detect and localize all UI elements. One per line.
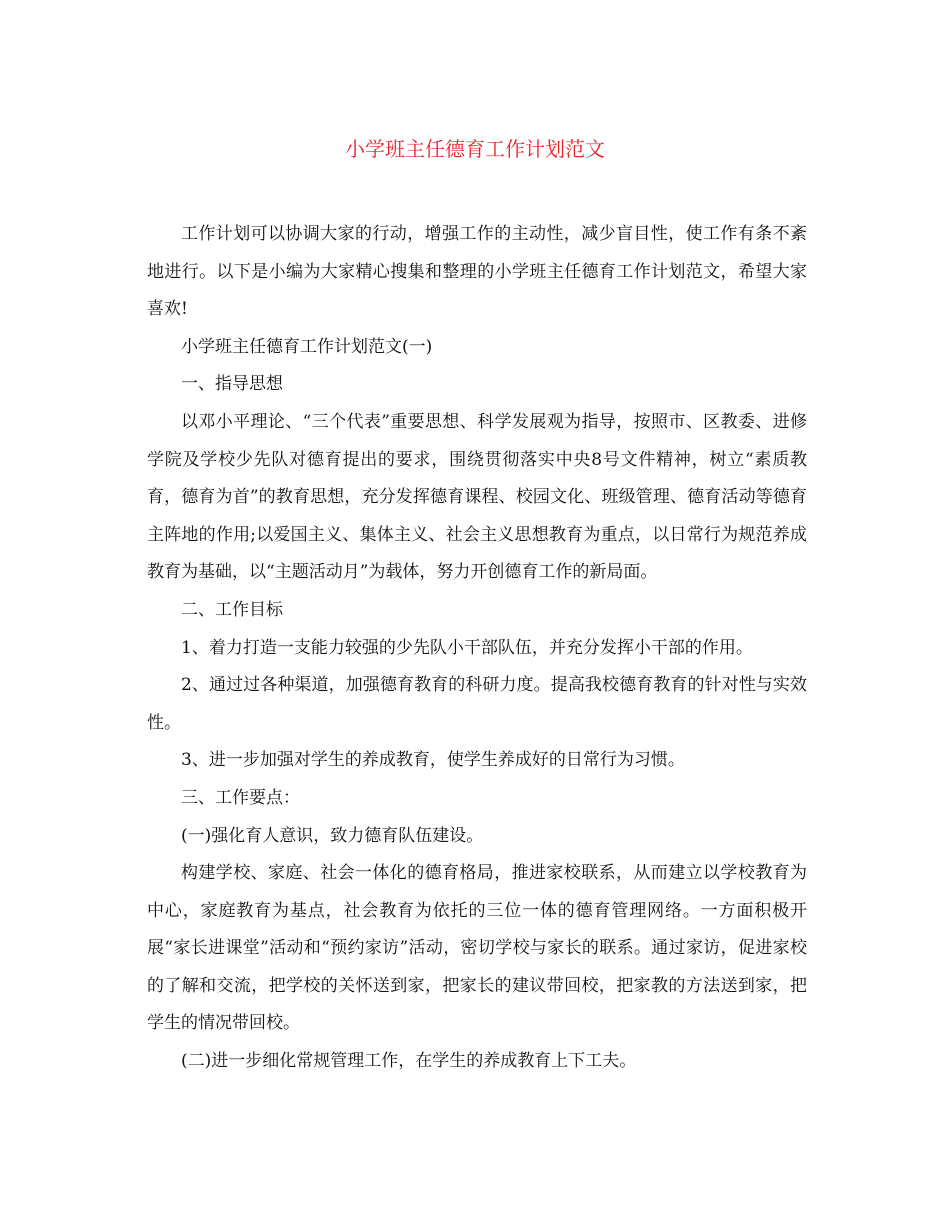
document-body [147, 216, 807, 1081]
paragraph-intro: 工作计划可以协调大家的行动，增强工作的主动性，减少盲目性，使工作有条不紊地进行。以下是小编为大家精心搜集和整理的小学班主任德育工作计划范文，希望大家喜欢! [147, 224, 807, 320]
paragraph-home-school: 构建学校、家庭、社会一体化的德育格局，推进家校联系，从而建立以学校教育为中心，家庭教育为基点，社会教育为依托的三位一体的德育管理网络。一方面积极开展“家长进课堂”活动和“预约家访”活动，密切学校与家长的联系。通过家访，促进家校的了解和交流，把学校的关怀送到家，把家长的建议带回校，把家教的方法送到家，把学生的情况带回校。 [147, 863, 807, 1034]
paragraph-heading-key-points: 三、工作要点： [181, 787, 300, 808]
paragraph-subheading-2: (二)进一步细化常规管理工作，在学生的养成教育上下工夫。 [181, 1051, 637, 1072]
paragraph-goal-3: 3、进一步加强对学生的养成教育，使学生养成好的日常行为习惯。 [181, 750, 685, 771]
paragraph-goal-1: 1、着力打造一支能力较强的少先队小干部队伍，并充分发挥小干部的作用。 [181, 637, 753, 658]
paragraph-goal-2: 2、通过过各种渠道，加强德育教育的科研力度。提高我校德育教育的针对性与实效性。 [147, 675, 807, 733]
paragraph-heading-work-goals: 二、工作目标 [181, 599, 283, 620]
paragraph-guiding-ideology: 以邓小平理论、“三个代表”重要思想、科学发展观为指导，按照市、区教委、进修学院及学校少先队对德育提出的要求，围绕贯彻落实中央8号文件精神，树立“素质教育，德育为首”的教育思想，充分发挥德育课程、校园文化、班级管理、德育活动等德育主阵地的作用;以爱国主义、集体主义、社会主义思想教育为重点，以日常行为规范养成教育为基础，以“主题活动月”为载体，努力开创德育工作的新局面。 [147, 411, 807, 583]
paragraph-section-heading: 小学班主任德育工作计划范文(一) [181, 336, 433, 357]
document-title: 小学班主任德育工作计划范文 [345, 137, 605, 161]
paragraph-subheading-1: (一)强化育人意识，致力德育队伍建设。 [181, 825, 484, 846]
paragraph-heading-guiding-ideology: 一、指导思想 [181, 374, 283, 395]
